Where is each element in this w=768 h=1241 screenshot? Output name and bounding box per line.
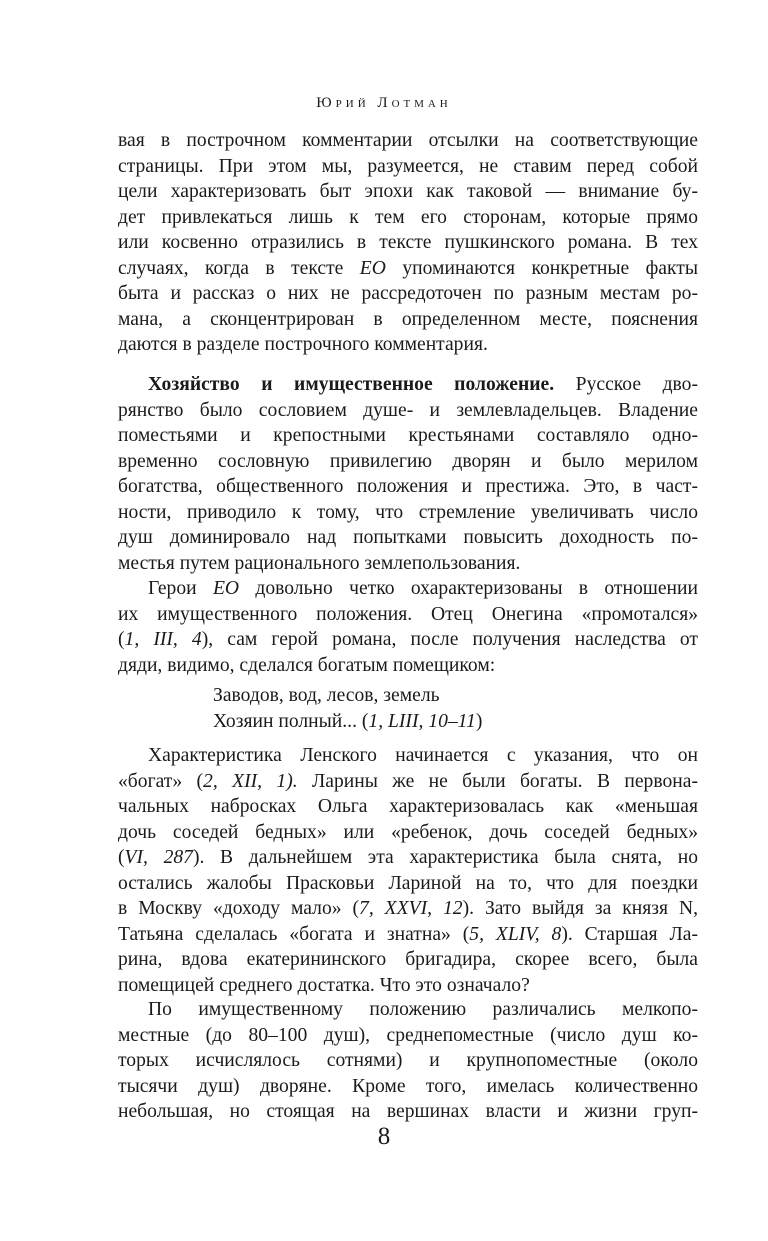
paragraph-5 <box>118 997 698 1125</box>
text-line: поместьями и крепостными крестьянами составляло одно- <box>118 425 698 446</box>
paragraph-3 <box>118 576 698 678</box>
text-line: небольшая, но стоящая на вершинах власти и жизни груп- <box>118 1101 698 1122</box>
text-line: торых исчислялось сотнями) и крупнопоместные (около <box>118 1050 698 1071</box>
text-line: ности, приводило к тому, что стремление увеличивать число <box>118 501 698 523</box>
text-line: Характеристика Ленского начинается с указания, что он <box>148 745 698 766</box>
section-heading: Хозяйство и имущественное положение. <box>148 374 555 395</box>
paragraph-2 <box>118 372 698 576</box>
text-line: (VI, 287). В дальнейшем эта характеристика была снята, но <box>118 847 698 868</box>
text-line: Татьяна сделалась «богата и знатна» (5, XLIV, 8). Старшая Ла- <box>118 923 698 945</box>
text-line: мана, а сконцентрирован в определенном месте, пояснения <box>118 308 698 330</box>
text-line: тысячи душ) дворяне. Кроме того, имелась количественно <box>118 1075 698 1097</box>
text-line: вая в построчном комментарии отсылки на соответствующие <box>118 130 698 151</box>
paragraph-1 <box>118 128 698 358</box>
text-line: цели характеризовать быт эпохи как таковой — внимание бу- <box>118 181 698 202</box>
text-line: «богат» (2, XII, 1). Ларины же не были богаты. В первона- <box>118 770 698 792</box>
text-line: остались жалобы Прасковьи Лариной на то, что для поездки <box>118 872 698 894</box>
text-line: богатства, общественного положения и престижа. Это, в част- <box>118 476 698 497</box>
text-line: Герои ЕО довольно четко охарактеризованы в отношении <box>148 578 698 599</box>
text-line: дяди, видимо, сделался богатым помещиком: <box>118 654 496 676</box>
text-line: местья путем рационального землепользования. <box>118 552 521 574</box>
text-line: душ доминировало над попытками повысить доходность по- <box>118 527 698 548</box>
verse-line: Хозяин полный... (1, LIII, 10–11) <box>213 710 483 732</box>
text-line: дочь соседей бедных» или «ребенок, дочь соседей бедных» <box>118 821 698 843</box>
text-line: страницы. При этом мы, разумеется, не ставим перед собой <box>118 155 698 177</box>
text-line: дет привлекаться лишь к тем его сторонам, которые прямо <box>118 206 698 228</box>
text-line: Хозяйство и имущественное положение. Русское дво- <box>148 374 698 395</box>
page-number: 8 <box>377 1123 391 1150</box>
text-line: помещицей среднего достатка. Что это означало? <box>118 974 530 996</box>
verse-quote <box>118 683 698 734</box>
text-line: случаях, когда в тексте ЕО упоминаются конкретные факты <box>118 257 698 279</box>
text-line: временно сословную привилегию дворян и было мерилом <box>118 450 698 472</box>
text-line: в Москву «доходу мало» (7, XXVI, 12). Зато выйдя за князя N, <box>118 898 698 919</box>
text-line: быта и рассказ о них не рассредоточен по разным местам ро- <box>118 283 698 304</box>
text-line: их имущественного положения. Отец Онегина «промотался» <box>118 603 698 625</box>
text-line: рянство было сословием душе- и землевладельцев. Владение <box>118 399 698 421</box>
text-line: чальных набросках Ольга характеризовалась как «меньшая <box>118 796 698 817</box>
text-line: (1, III, 4), сам герой романа, после получения наследства от <box>118 629 698 650</box>
paragraph-4 <box>118 743 698 998</box>
text-line: местные (до 80–100 душ), среднепоместные (число душ ко- <box>118 1024 698 1046</box>
text-line: рина, вдова екатерининского бригадира, скорее всего, была <box>118 949 698 970</box>
text-line: или косвенно отразились в тексте пушкинского романа. В тех <box>118 232 698 253</box>
text-line: По имущественному положению различались мелкопо- <box>148 999 698 1020</box>
verse-line: Заводов, вод, лесов, земель <box>213 685 440 706</box>
running-header: Юрий Лотман <box>316 95 452 111</box>
text-line: даются в разделе построчного комментария. <box>118 334 488 355</box>
